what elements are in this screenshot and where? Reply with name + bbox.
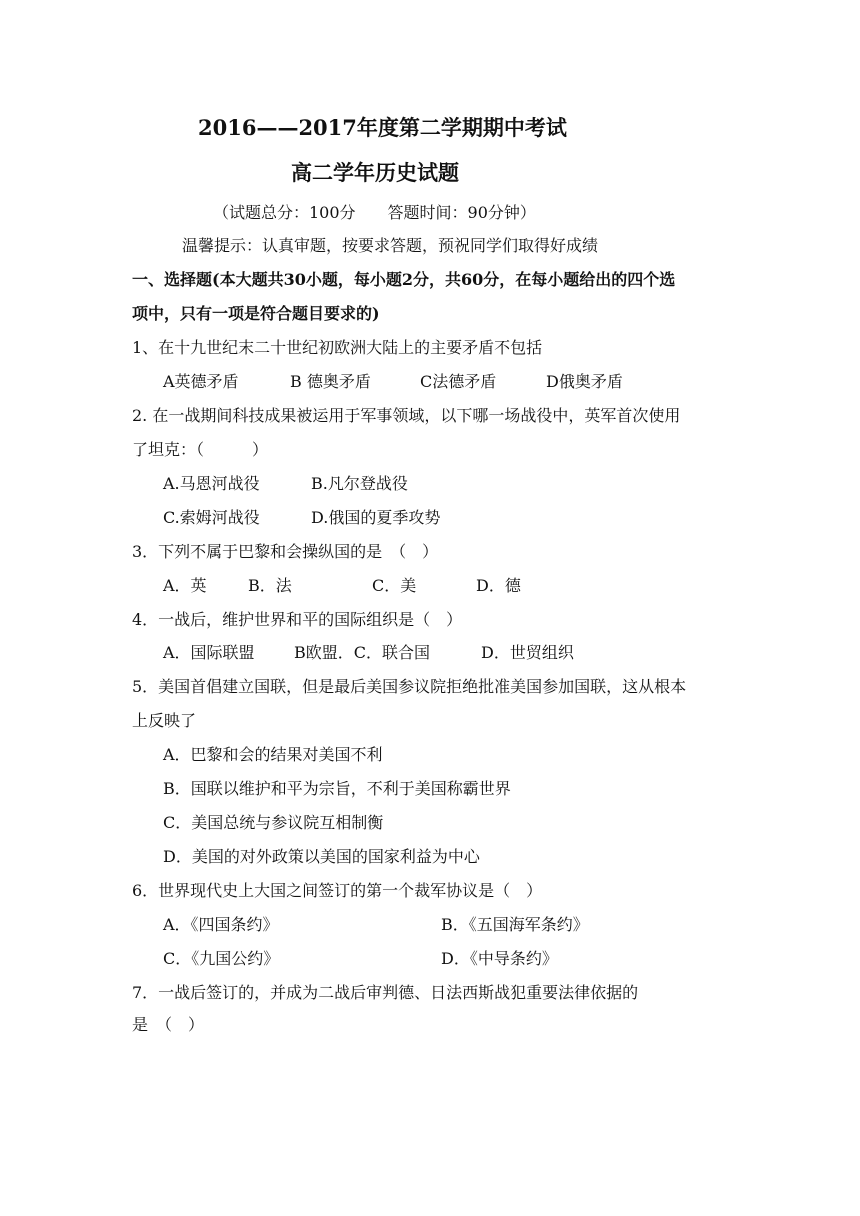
option: A英德矛盾 (163, 372, 239, 391)
option: D．《中导条约》 (441, 949, 558, 968)
option: C．《九国公约》 (163, 949, 280, 968)
option: D.俄国的夏季攻势 (311, 508, 441, 527)
option: A．英 (163, 576, 207, 595)
question-6-stem: 6．世界现代史上大国之间签订的第一个裁军协议是（ ） (132, 881, 543, 900)
exam-tip: 温馨提示：认真审题，按要求答题，预祝同学们取得好成绩 (182, 236, 599, 255)
option: B．《五国海军条约》 (441, 915, 589, 934)
question-2-stem-cont: 了坦克：（ ） (132, 440, 269, 459)
option: A．《四国条约》 (163, 915, 279, 934)
question-5-stem: 5．美国首倡建立国联，但是最后美国参议院拒绝批准美国参加国联，这从根本 (132, 677, 687, 696)
option: A．巴黎和会的结果对美国不利 (163, 745, 383, 764)
option: B欧盟．C．联合国 (294, 643, 431, 662)
exam-title: 2016——2017年度第二学期期中考试 (198, 115, 567, 140)
question-5-stem-cont: 上反映了 (132, 711, 197, 730)
option: D．美国的对外政策以美国的国家利益为中心 (163, 847, 480, 866)
option: C．美国总统与参议院互相制衡 (163, 813, 384, 832)
option: B.凡尔登战役 (311, 474, 408, 493)
question-7-stem-cont: 是 （ ） (132, 1015, 205, 1034)
option: C．美 (372, 576, 417, 595)
exam-info: （试题总分：100分 答题时间：90分钟） (213, 203, 536, 222)
option: A.马恩河战役 (163, 474, 260, 493)
option: B．法 (248, 576, 292, 595)
section-heading-line2: 项中，只有一项是符合题目要求的) (132, 304, 380, 323)
section-heading-line1: 一、选择题(本大题共30小题，每小题2分，共60分，在每小题给出的四个选 (132, 270, 676, 289)
option: D．德 (476, 576, 521, 595)
question-1-stem: 1、在十九世纪末二十世纪初欧洲大陆上的主要矛盾不包括 (132, 338, 543, 357)
question-3-stem: 3．下列不属于巴黎和会操纵国的是 （ ） (132, 542, 439, 561)
option: A．国际联盟 (163, 643, 255, 662)
question-7-stem: 7．一战后签订的，并成为二战后审判德、日法西斯战犯重要法律依据的 (132, 983, 639, 1002)
option: C.索姆河战役 (163, 508, 260, 527)
option: D．世贸组织 (481, 643, 574, 662)
option: C法德矛盾 (420, 372, 497, 391)
exam-subtitle: 高二学年历史试题 (291, 160, 459, 185)
option: B 德奥矛盾 (290, 372, 371, 391)
question-2-stem: 2. 在一战期间科技成果被运用于军事领域，以下哪一场战役中，英军首次使用 (132, 406, 681, 425)
option: B．国联以维护和平为宗旨，不利于美国称霸世界 (163, 779, 511, 798)
option: D俄奥矛盾 (546, 372, 623, 391)
question-4-stem: 4．一战后，维护世界和平的国际组织是（ ） (132, 610, 463, 629)
